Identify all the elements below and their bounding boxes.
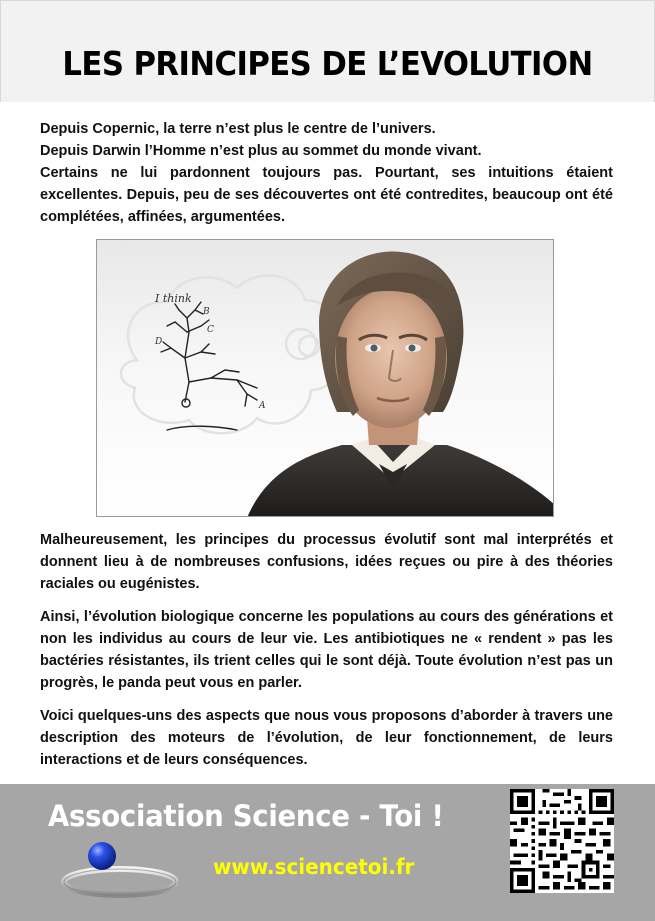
website-link[interactable]: www.sciencetoi.fr	[213, 855, 415, 879]
sketch-caption: I think	[155, 292, 192, 305]
qr-code-icon[interactable]	[510, 789, 614, 893]
paragraph-populations	[40, 606, 613, 694]
darwin-illustration-drawing	[97, 240, 554, 517]
intro-text	[40, 118, 613, 228]
paragraph-text: Ainsi, l’évolution biologique concerne les populations au cours des générations et non les individus au cours de leur vie. Les antibiotiques ne « rendent » pas les bactéries résistantes, ils trient celles qui le sont déjà. Toute évolution n’est pas un progrès, le panda peut vous en parler.	[40, 609, 613, 691]
thought-cloud	[121, 276, 340, 434]
association-name: Association Science - Toi !	[48, 799, 444, 833]
sketch-letter-b: B	[203, 307, 210, 317]
sketch-letter-a: A	[259, 401, 266, 411]
paragraph-aspects	[40, 705, 613, 771]
darwin-portrait	[247, 252, 554, 517]
page-title: LES PRINCIPES DE L’EVOLUTION	[62, 44, 593, 83]
paragraph-misinterpretation	[40, 529, 613, 595]
sketch-letter-c: C	[207, 325, 214, 335]
intro-line-intuitions: Certains ne lui pardonnent toujours pas. Pourtant, ses intuitions étaient excellentes. Depuis, peu de ses découvertes ont été contredites, beaucoup ont été complétées, affinées, argumentées.	[40, 165, 613, 225]
intro-line-copernic: Depuis Copernic, la terre n’est plus le centre de l’univers.	[40, 121, 436, 137]
sketch-letter-d: D	[155, 337, 163, 347]
paragraph-text: Malheureusement, les principes du processus évolutif sont mal interprétés et donnent lieu à de nombreuses confusions, idées reçues ou pire à des théories raciales ou eugénistes.	[40, 532, 613, 592]
darwin-illustration	[96, 239, 554, 517]
paragraph-text: Voici quelques-uns des aspects que nous vous proposons d’aborder à travers une description des moteurs de l’évolution, de leur fonctionnement, de leurs interactions et de leurs conséquences.	[40, 708, 613, 768]
tree-of-life-sketch-icon	[161, 302, 257, 430]
association-logo-icon	[58, 838, 178, 900]
intro-line-darwin: Depuis Darwin l’Homme n’est plus au sommet du monde vivant.	[40, 143, 482, 159]
